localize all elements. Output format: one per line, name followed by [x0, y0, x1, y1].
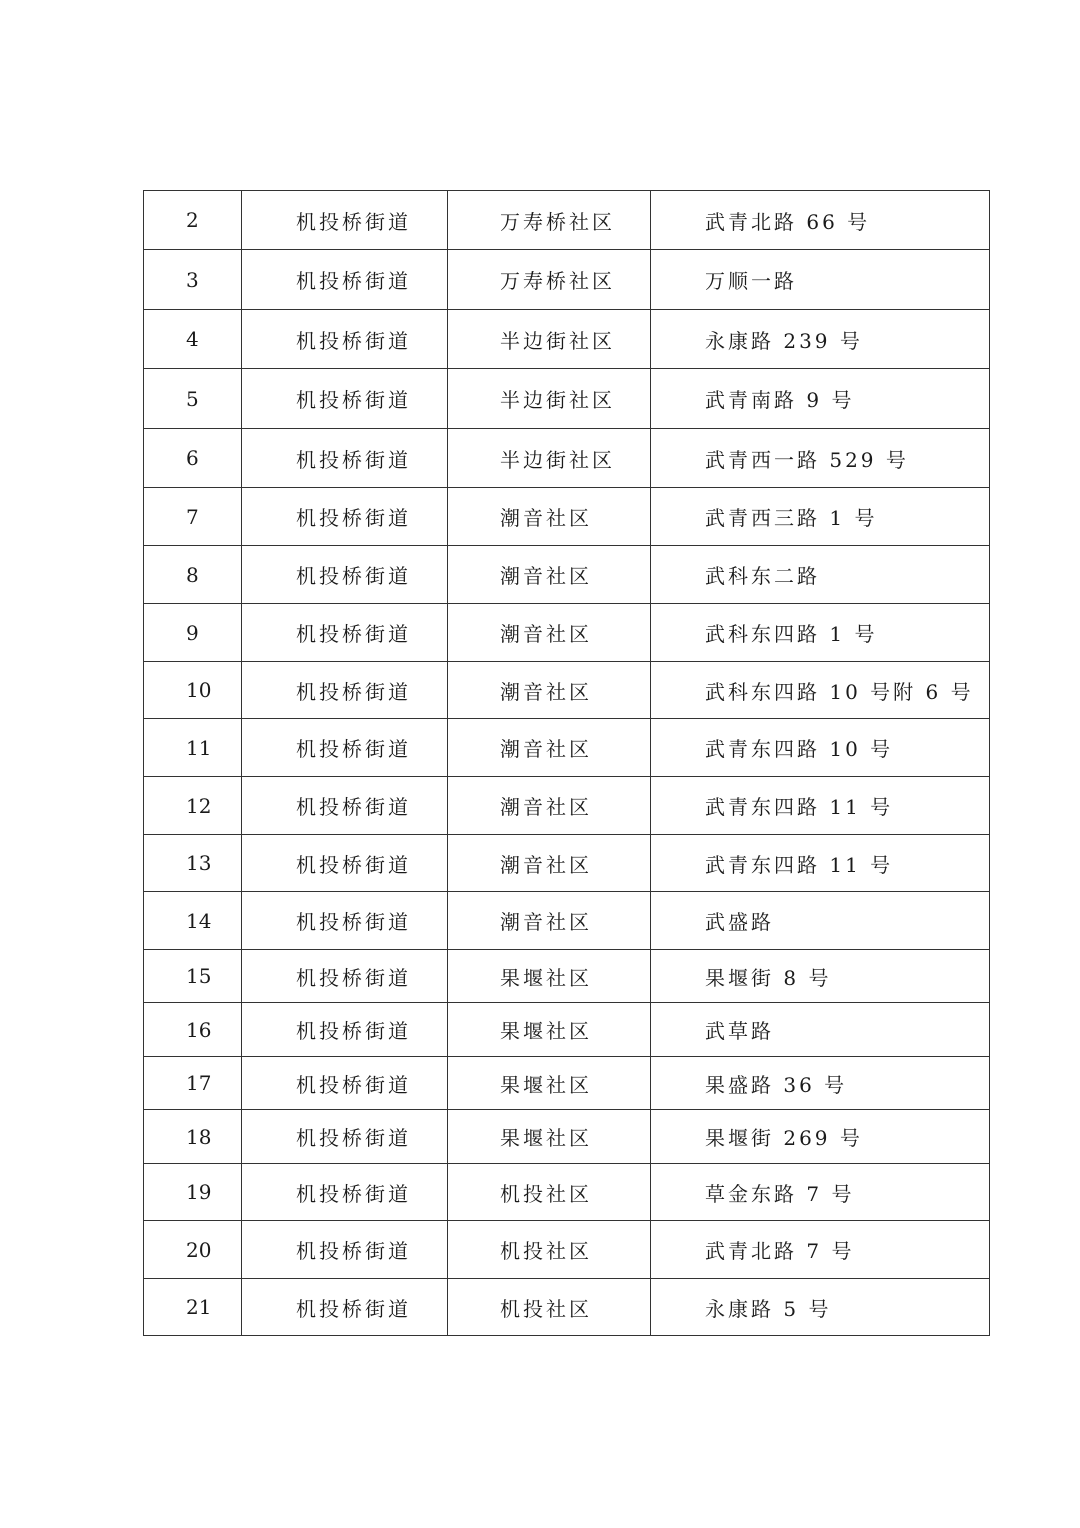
- row-number-text: 11: [186, 735, 212, 760]
- street-cell: [242, 777, 448, 835]
- row-number: [144, 310, 242, 369]
- row-number-text: 3: [186, 267, 199, 292]
- street-cell: [242, 488, 448, 546]
- address-cell: [651, 310, 990, 369]
- street-cell: [242, 369, 448, 429]
- table-row: [144, 369, 990, 429]
- row-number-text: 6: [186, 446, 199, 470]
- community-cell: [448, 429, 651, 488]
- address-cell-text: 草金东路 7 号: [705, 1181, 855, 1206]
- community-cell: [448, 1057, 651, 1110]
- table-row: [144, 1164, 990, 1221]
- table-row: [144, 835, 990, 892]
- street-cell-text: 机投桥街道: [296, 328, 411, 353]
- community-cell: [448, 488, 651, 546]
- street-cell-text: 机投桥街道: [296, 1239, 411, 1263]
- address-cell: [651, 719, 990, 777]
- community-cell-text: 潮音社区: [500, 910, 592, 934]
- row-number: [144, 191, 242, 250]
- street-cell-text: 机投桥街道: [296, 1126, 411, 1150]
- row-number-text: 9: [186, 620, 199, 645]
- table-row: [144, 1110, 990, 1164]
- street-cell-text: 机投桥街道: [296, 622, 411, 646]
- street-cell-text: 机投桥街道: [296, 1019, 411, 1043]
- community-cell-text: 潮音社区: [500, 852, 592, 877]
- row-number: [144, 777, 242, 835]
- row-number-text: 4: [186, 327, 199, 351]
- row-number-text: 16: [186, 1017, 212, 1042]
- community-cell: [448, 310, 651, 369]
- address-cell: [651, 191, 990, 250]
- row-number-text: 19: [186, 1180, 212, 1204]
- community-cell: [448, 950, 651, 1003]
- address-cell: [651, 1003, 990, 1057]
- street-cell-text: 机投桥街道: [296, 388, 411, 412]
- address-cell-text: 武青南路 9 号: [705, 388, 855, 412]
- table-row: [144, 191, 990, 250]
- street-cell: [242, 546, 448, 604]
- address-cell-text: 武青北路 7 号: [705, 1239, 855, 1263]
- address-cell: [651, 250, 990, 310]
- street-cell: [242, 191, 448, 250]
- row-number-text: 10: [186, 678, 212, 702]
- address-cell-text: 武青西一路 529 号: [705, 447, 909, 472]
- street-cell: [242, 1221, 448, 1279]
- street-cell: [242, 1164, 448, 1221]
- table-row: [144, 1221, 990, 1279]
- row-number: [144, 835, 242, 892]
- address-cell-text: 武青西三路 1 号: [705, 506, 878, 530]
- street-cell: [242, 1110, 448, 1164]
- street-cell: [242, 1279, 448, 1336]
- address-cell-text: 果盛路 36 号: [705, 1072, 848, 1097]
- table-row: [144, 604, 990, 662]
- row-number-text: 7: [186, 504, 199, 529]
- row-number-text: 13: [186, 851, 212, 875]
- address-cell: [651, 1164, 990, 1221]
- address-cell-text: 武科东四路 10 号附 6 号: [705, 679, 974, 704]
- community-cell: [448, 719, 651, 777]
- community-cell-text: 万寿桥社区: [500, 209, 615, 234]
- street-cell-text: 机投桥街道: [296, 1296, 411, 1321]
- community-cell-text: 潮音社区: [500, 795, 592, 819]
- table-row: [144, 310, 990, 369]
- community-cell-text: 潮音社区: [500, 506, 592, 530]
- street-cell: [242, 1057, 448, 1110]
- street-cell-text: 机投桥街道: [296, 795, 411, 819]
- street-cell-text: 机投桥街道: [296, 269, 411, 293]
- row-number: [144, 250, 242, 310]
- community-cell-text: 潮音社区: [500, 737, 592, 761]
- row-number: [144, 546, 242, 604]
- community-cell: [448, 662, 651, 719]
- address-cell-text: 永康路 239 号: [705, 328, 863, 353]
- community-cell: [448, 250, 651, 310]
- community-cell-text: 果堰社区: [500, 1126, 592, 1150]
- address-cell: [651, 429, 990, 488]
- street-cell-text: 机投桥街道: [296, 910, 411, 934]
- row-number: [144, 662, 242, 719]
- row-number: [144, 719, 242, 777]
- street-cell-text: 机投桥街道: [296, 852, 411, 877]
- row-number: [144, 488, 242, 546]
- row-number: [144, 1221, 242, 1279]
- row-number-text: 12: [186, 793, 212, 818]
- address-cell: [651, 488, 990, 546]
- street-cell-text: 机投桥街道: [296, 506, 411, 530]
- community-cell-text: 果堰社区: [500, 1072, 592, 1097]
- community-cell: [448, 604, 651, 662]
- table-row: [144, 950, 990, 1003]
- street-cell: [242, 429, 448, 488]
- street-cell-text: 机投桥街道: [296, 965, 411, 990]
- table-row: [144, 777, 990, 835]
- community-cell: [448, 1003, 651, 1057]
- address-cell-text: 武青东四路 11 号: [705, 795, 894, 819]
- row-number-text: 5: [186, 386, 199, 411]
- address-cell-text: 果堰街 8 号: [705, 965, 832, 990]
- address-cell: [651, 1279, 990, 1336]
- row-number-text: 8: [186, 562, 199, 587]
- community-cell: [448, 1279, 651, 1336]
- community-cell-text: 果堰社区: [500, 965, 592, 990]
- community-cell-text: 潮音社区: [500, 622, 592, 646]
- row-number: [144, 429, 242, 488]
- row-number-text: 17: [186, 1071, 212, 1095]
- street-cell: [242, 662, 448, 719]
- row-number: [144, 950, 242, 1003]
- street-cell-text: 机投桥街道: [296, 679, 411, 704]
- address-cell: [651, 369, 990, 429]
- address-cell-text: 果堰街 269 号: [705, 1126, 863, 1150]
- community-cell: [448, 1110, 651, 1164]
- row-number: [144, 892, 242, 950]
- community-cell: [448, 369, 651, 429]
- row-number-text: 21: [186, 1295, 212, 1319]
- street-cell-text: 机投桥街道: [296, 447, 411, 472]
- address-cell: [651, 604, 990, 662]
- row-number-text: 14: [186, 908, 212, 933]
- address-cell-text: 武草路: [705, 1019, 774, 1043]
- row-number-text: 18: [186, 1124, 212, 1149]
- community-cell-text: 万寿桥社区: [500, 269, 615, 293]
- row-number-text: 15: [186, 964, 212, 988]
- row-number: [144, 1164, 242, 1221]
- table-row: [144, 488, 990, 546]
- row-number: [144, 604, 242, 662]
- address-cell: [651, 835, 990, 892]
- table-body: [144, 191, 990, 1336]
- community-cell: [448, 892, 651, 950]
- address-cell: [651, 777, 990, 835]
- row-number-text: 2: [186, 208, 199, 232]
- community-cell-text: 机投社区: [500, 1181, 592, 1206]
- table-row: [144, 1003, 990, 1057]
- street-cell-text: 机投桥街道: [296, 1181, 411, 1206]
- row-number: [144, 1279, 242, 1336]
- street-cell: [242, 310, 448, 369]
- address-cell: [651, 1221, 990, 1279]
- street-cell: [242, 604, 448, 662]
- street-cell-text: 机投桥街道: [296, 737, 411, 761]
- address-cell: [651, 950, 990, 1003]
- community-cell-text: 半边街社区: [500, 388, 615, 412]
- address-cell: [651, 662, 990, 719]
- table-row: [144, 250, 990, 310]
- street-cell: [242, 950, 448, 1003]
- address-cell: [651, 546, 990, 604]
- community-cell: [448, 1221, 651, 1279]
- community-cell: [448, 777, 651, 835]
- street-cell: [242, 719, 448, 777]
- community-cell-text: 果堰社区: [500, 1019, 592, 1043]
- street-cell: [242, 250, 448, 310]
- street-cell: [242, 1003, 448, 1057]
- address-cell-text: 武科东四路 1 号: [705, 622, 878, 646]
- row-number: [144, 1003, 242, 1057]
- street-cell: [242, 835, 448, 892]
- community-cell-text: 潮音社区: [500, 679, 592, 704]
- address-cell-text: 永康路 5 号: [705, 1296, 832, 1321]
- address-cell-text: 万顺一路: [705, 269, 797, 293]
- address-cell-text: 武青东四路 11 号: [705, 852, 894, 877]
- row-number-text: 20: [186, 1237, 212, 1262]
- table-row: [144, 1057, 990, 1110]
- address-cell-text: 武科东二路: [705, 564, 820, 588]
- community-cell-text: 半边街社区: [500, 328, 615, 353]
- address-cell-text: 武青北路 66 号: [705, 209, 871, 234]
- row-number: [144, 1057, 242, 1110]
- row-number: [144, 369, 242, 429]
- address-cell: [651, 1110, 990, 1164]
- table-row: [144, 546, 990, 604]
- community-cell-text: 机投社区: [500, 1239, 592, 1263]
- address-table: [143, 190, 990, 1336]
- community-cell-text: 潮音社区: [500, 564, 592, 588]
- street-cell-text: 机投桥街道: [296, 1072, 411, 1097]
- address-cell: [651, 1057, 990, 1110]
- community-cell: [448, 191, 651, 250]
- street-cell: [242, 892, 448, 950]
- row-number: [144, 1110, 242, 1164]
- community-cell-text: 机投社区: [500, 1296, 592, 1321]
- table-row: [144, 662, 990, 719]
- street-cell-text: 机投桥街道: [296, 209, 411, 234]
- address-cell: [651, 892, 990, 950]
- address-cell-text: 武盛路: [705, 910, 774, 934]
- table-row: [144, 719, 990, 777]
- community-cell-text: 半边街社区: [500, 447, 615, 472]
- community-cell: [448, 546, 651, 604]
- street-cell-text: 机投桥街道: [296, 564, 411, 588]
- table-row: [144, 1279, 990, 1336]
- table-row: [144, 429, 990, 488]
- community-cell: [448, 835, 651, 892]
- table-row: [144, 892, 990, 950]
- community-cell: [448, 1164, 651, 1221]
- address-cell-text: 武青东四路 10 号: [705, 737, 894, 761]
